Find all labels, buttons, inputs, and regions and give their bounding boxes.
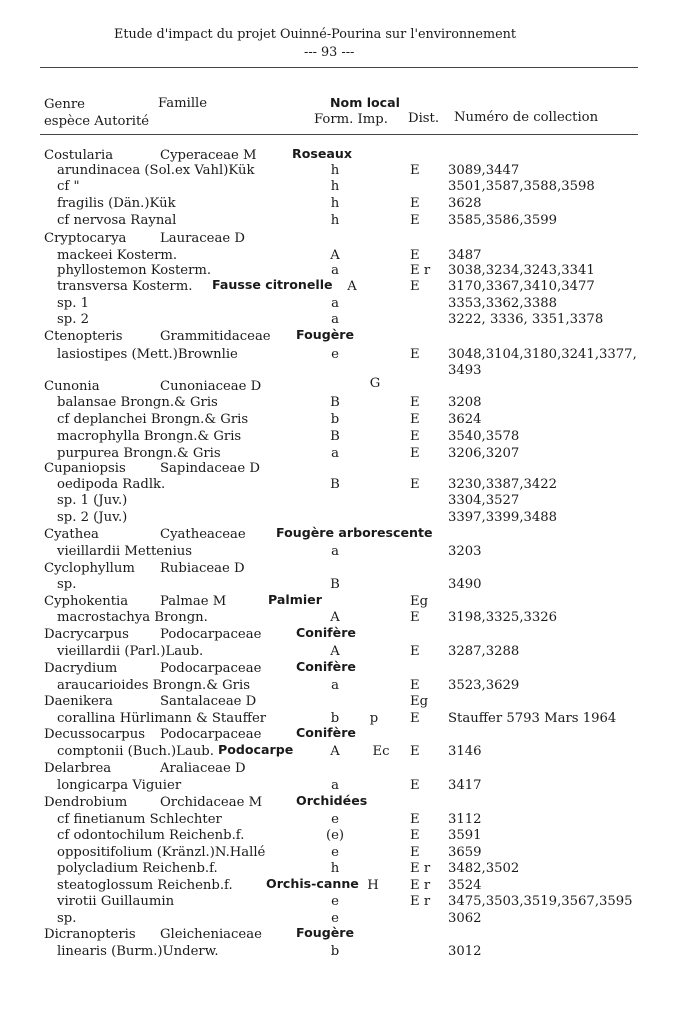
genus-name: Daenikera	[44, 694, 113, 709]
col-nom-local: Nom local	[330, 95, 400, 110]
family-name: Santalaceae D	[160, 694, 257, 709]
dist-value: E	[410, 744, 420, 759]
family-name: Lauraceae D	[160, 231, 245, 246]
form-value: a	[331, 678, 339, 693]
form-value: A	[330, 248, 340, 263]
dist-value: E	[410, 395, 420, 410]
species-name: sp.	[57, 911, 77, 926]
form-value: h	[330, 213, 340, 228]
collection-numbers: 3585,3586,3599	[448, 213, 558, 228]
form-value: B	[330, 395, 340, 410]
form-value: e	[331, 894, 339, 909]
collection-numbers: 3624	[448, 412, 482, 427]
species-name: sp. 2 (Juv.)	[57, 510, 128, 525]
local-name: Orchis-canne	[266, 876, 359, 891]
dist-value: Eg	[410, 694, 429, 709]
genus-name: Costularia	[44, 148, 114, 163]
species-name: corallina Hürlimann & Stauffer	[57, 711, 267, 726]
family-name: Palmae M	[160, 594, 227, 609]
species-name: cf odontochilum Reichenb.f.	[57, 828, 245, 843]
collection-numbers: 3012	[448, 944, 482, 959]
form-value: h	[330, 163, 340, 178]
dist-value: E	[410, 429, 420, 444]
form-value: e	[331, 347, 339, 362]
form-value: b	[330, 944, 340, 959]
genus-name: Dicranopteris	[44, 927, 136, 942]
dist-value: E	[410, 446, 420, 461]
species-name: cf nervosa Raynal	[57, 213, 177, 228]
dist-value: E	[410, 644, 420, 659]
dist-value: E r	[410, 894, 431, 909]
collection-numbers: 3487	[448, 248, 482, 263]
form-value: b	[330, 412, 340, 427]
species-name: oppositifolium (Kränzl.)N.Hallé	[57, 845, 266, 860]
col-espece-autorite: espèce Autorité	[44, 114, 150, 129]
col-dist: Dist.	[408, 111, 440, 126]
collection-numbers: 3048,3104,3180,3241,3377,	[448, 347, 637, 362]
form-value: e	[331, 911, 339, 926]
collection-numbers: 3203	[448, 544, 482, 559]
form-value: e	[331, 812, 339, 827]
species-name: longicarpa Viguier	[57, 778, 182, 793]
dist-value: E r	[410, 861, 431, 876]
collection-numbers: 3304,3527	[448, 493, 520, 508]
collection-numbers: 3540,3578	[448, 429, 520, 444]
dist-value: E	[410, 248, 420, 263]
local-name: Fougère	[296, 925, 355, 940]
imp-value: Ec	[372, 744, 390, 759]
form-value: a	[331, 296, 339, 311]
dist-value: E	[410, 213, 420, 228]
form-value: B	[330, 477, 340, 492]
form-value: a	[331, 263, 339, 278]
form-value: A	[330, 610, 340, 625]
genus-name: Cryptocarya	[44, 231, 127, 246]
form-value: e	[331, 845, 339, 860]
species-name: comptonii (Buch.)Laub.	[57, 744, 214, 759]
species-name: cf finetianum Schlechter	[57, 812, 222, 827]
genus-name: Cunonia	[44, 379, 100, 394]
page-number: --- 93 ---	[304, 45, 355, 60]
species-name: araucarioides Brongn.& Gris	[57, 678, 250, 693]
form-value: B	[330, 577, 340, 592]
species-name: vieillardii Mettenius	[57, 544, 193, 559]
collection-numbers: 3628	[448, 196, 482, 211]
genus-name: Dacrydium	[44, 661, 118, 676]
form-value: a	[331, 312, 339, 327]
collection-numbers: 3089,3447	[448, 163, 520, 178]
genus-name: Dendrobium	[44, 795, 128, 810]
form-value: h	[330, 179, 340, 194]
column-header-rule	[40, 134, 638, 135]
dist-value: Eg	[410, 594, 429, 609]
family-name: Sapindaceae D	[160, 461, 260, 476]
family-name: Cyperaceae M	[160, 148, 257, 163]
species-name: sp. 2	[57, 312, 89, 327]
local-name: Fougère	[296, 327, 355, 342]
family-name: Cunoniaceae D	[160, 379, 262, 394]
collection-numbers: 3198,3325,3326	[448, 610, 558, 625]
family-name: Podocarpaceae	[160, 661, 262, 676]
form-value: B	[330, 429, 340, 444]
collection-numbers: 3062	[448, 911, 482, 926]
local-name: Conifère	[296, 625, 356, 640]
species-name: macrostachya Brongn.	[57, 610, 208, 625]
collection-numbers: 3222, 3336, 3351,3378	[448, 312, 604, 327]
dist-value: E	[410, 477, 420, 492]
dist-value: E	[410, 828, 420, 843]
form-value: a	[331, 778, 339, 793]
species-name: transversa Kosterm.	[57, 279, 193, 294]
family-name: Rubiaceae D	[160, 561, 245, 576]
local-name: Fausse citronelle	[212, 277, 333, 292]
collection-numbers-cont: 3493	[448, 363, 482, 378]
family-name: Orchidaceae M	[160, 795, 263, 810]
dist-value: E r	[410, 263, 431, 278]
local-name: Conifère	[296, 725, 356, 740]
species-name: polycladium Reichenb.f.	[57, 861, 218, 876]
species-name: steatoglossum Reichenb.f.	[57, 878, 233, 893]
collection-numbers: 3146	[448, 744, 482, 759]
species-name: sp. 1 (Juv.)	[57, 493, 128, 508]
species-name: sp.	[57, 577, 77, 592]
family-name: Podocarpaceae	[160, 627, 262, 642]
species-name: virotii Guillaumin	[57, 894, 175, 909]
dist-value: E	[410, 279, 420, 294]
form-value: h	[330, 196, 340, 211]
dist-value: E	[410, 778, 420, 793]
collection-numbers: 3112	[448, 812, 482, 827]
genus-name: Cyphokentia	[44, 594, 129, 609]
genus-name: Ctenopteris	[44, 329, 123, 344]
header-rule	[40, 67, 638, 68]
collection-numbers: 3490	[448, 577, 482, 592]
local-name: Orchidées	[296, 793, 368, 808]
dist-value: E	[410, 610, 420, 625]
family-name: Grammitidaceae	[160, 329, 271, 344]
collection-numbers: 3170,3367,3410,3477	[448, 279, 595, 294]
family-name: Podocarpaceae	[160, 727, 262, 742]
genus-name: Delarbrea	[44, 761, 112, 776]
species-name: cf "	[57, 179, 80, 194]
col-numero-collection: Numéro de collection	[454, 110, 599, 125]
family-name: Cyatheaceae	[160, 527, 246, 542]
dist-value: E	[410, 845, 420, 860]
form-value: A	[330, 644, 340, 659]
form-value: b	[330, 711, 340, 726]
collection-numbers: 3501,3587,3588,3598	[448, 179, 595, 194]
collection-numbers: 3524	[448, 878, 482, 893]
col-genre: Genre	[44, 97, 85, 112]
form-value: A	[330, 744, 340, 759]
species-name: lasiostipes (Mett.)Brownlie	[57, 347, 238, 362]
form-value: H	[367, 878, 379, 893]
form-value: (e)	[325, 828, 345, 843]
form-value: h	[330, 861, 340, 876]
local-name: Conifère	[296, 659, 356, 674]
species-name: purpurea Brongn.& Gris	[57, 446, 221, 461]
genus-name: Dacrycarpus	[44, 627, 129, 642]
local-name: Fougère arborescente	[276, 525, 433, 540]
local-name: Roseaux	[292, 146, 352, 161]
collection-numbers: 3230,3387,3422	[448, 477, 558, 492]
dist-value: E	[410, 812, 420, 827]
species-name: fragilis (Dän.)Kük	[57, 196, 176, 211]
collection-numbers: 3659	[448, 845, 482, 860]
local-name: Podocarpe	[218, 742, 294, 757]
col-form-imp: Form. Imp.	[314, 112, 388, 127]
species-name: macrophylla Brongn.& Gris	[57, 429, 242, 444]
species-name: phyllostemon Kosterm.	[57, 263, 212, 278]
species-name: oedipoda Radlk.	[57, 477, 166, 492]
form-value: a	[331, 544, 339, 559]
family-name: Araliaceae D	[160, 761, 246, 776]
dist-value: E	[410, 347, 420, 362]
collection-numbers: 3208	[448, 395, 482, 410]
dist-value: E	[410, 163, 420, 178]
species-name: vieillardii (Parl.)Laub.	[57, 644, 204, 659]
collection-numbers: 3287,3288	[448, 644, 520, 659]
genus-name: Cyathea	[44, 527, 99, 542]
collection-numbers: 3417	[448, 778, 482, 793]
collection-numbers: 3482,3502	[448, 861, 520, 876]
imp-value: G	[369, 376, 381, 391]
collection-numbers: 3475,3503,3519,3567,3595	[448, 894, 633, 909]
col-famille: Famille	[158, 96, 208, 111]
family-name: Gleicheniaceae	[160, 927, 262, 942]
species-name: linearis (Burm.)Underw.	[57, 944, 219, 959]
dist-value: E	[410, 711, 420, 726]
genus-name: Cupaniopsis	[44, 461, 126, 476]
document-title: Etude d'impact du projet Ouinné-Pourina sur l'environnement	[114, 27, 517, 42]
dist-value: E	[410, 678, 420, 693]
dist-value: E r	[410, 878, 431, 893]
imp-value: p	[369, 711, 379, 726]
collection-numbers: 3591	[448, 828, 482, 843]
form-value: a	[331, 446, 339, 461]
species-name: mackeei Kosterm.	[57, 248, 178, 263]
species-name: sp. 1	[57, 296, 89, 311]
species-name: arundinacea (Sol.ex Vahl)Kük	[57, 163, 255, 178]
collection-numbers: Stauffer 5793 Mars 1964	[448, 711, 617, 726]
collection-numbers: 3038,3234,3243,3341	[448, 263, 595, 278]
collection-numbers: 3206,3207	[448, 446, 520, 461]
genus-name: Decussocarpus	[44, 727, 145, 742]
collection-numbers: 3397,3399,3488	[448, 510, 558, 525]
species-name: cf deplanchei Brongn.& Gris	[57, 412, 249, 427]
genus-name: Cyclophyllum	[44, 561, 135, 576]
collection-numbers: 3523,3629	[448, 678, 520, 693]
dist-value: E	[410, 196, 420, 211]
form-value: A	[347, 279, 357, 294]
dist-value: E	[410, 412, 420, 427]
species-name: balansae Brongn.& Gris	[57, 395, 218, 410]
local-name: Palmier	[268, 592, 322, 607]
collection-numbers: 3353,3362,3388	[448, 296, 558, 311]
